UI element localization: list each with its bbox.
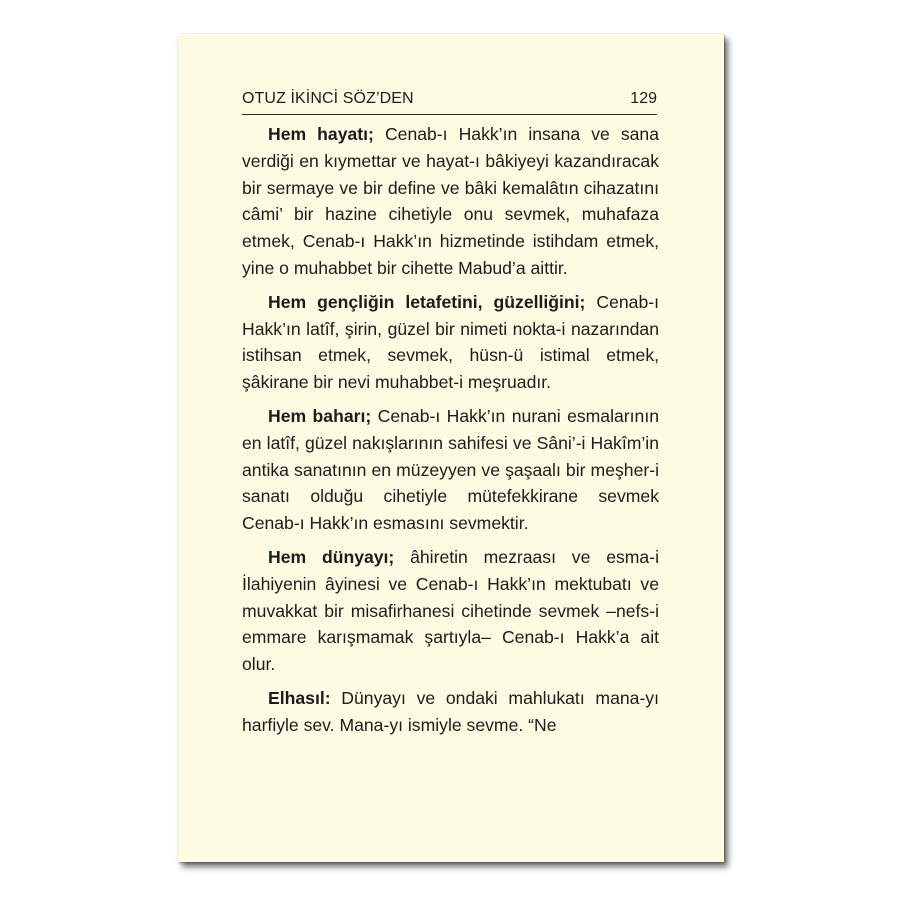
paragraph-text: âhiretin mezraası ve esma-i İlahiyenin âyinesi ve Cenab-ı Hakk’ın mektubatı ve muvakkat bir misafirhanesi cihetinde sevmek –nefs-i emmare karışmamak şartıyla– Cenab-ı Hakk’a ait olur. [242, 546, 659, 675]
page-body [242, 121, 659, 746]
paragraph-lead: Hem dünyayı; [268, 546, 395, 567]
paragraph-lead: Hem gençliğin letafetini, güzelliğini; [268, 291, 586, 312]
paragraph-dunya [242, 544, 659, 678]
paragraph-text: Dünyayı ve ondaki mahlukatı mana-yı harfiyle sev. Mana-yı ismiyle sevme. “Ne [242, 687, 659, 735]
paragraph-genclik [242, 289, 659, 396]
paragraph-bahar [242, 403, 659, 537]
paragraph-text: Cenab-ı Hakk’ın latîf, şirin, güzel bir nimeti nokta-i nazarından istihsan etmek, sevmek, hüsn-ü istimal etmek, şâkirane bir nevi muhabbet-i meşruadır. [242, 291, 659, 393]
page-number: 129 [630, 90, 657, 107]
paragraph-lead: Hem hayatı; [268, 124, 374, 144]
page-header [242, 90, 657, 115]
book-page [178, 34, 724, 862]
paragraph-lead: Elhasıl: [268, 687, 331, 708]
paragraph-text: Cenab-ı Hakk’ın insana ve sana verdiği en kıymettar ve hayat-ı bâkiyeyi kazandıracak bir sermaye ve bir define ve bâki kemalâtın cihazatını câmi’ bir hazine cihetiyle onu sevmek, muhafaza etmek, Cenab-ı Hakk’ın hizmetinde istihdam etmek, yine o muhabbet bir cihette Mabud’a aittir. [242, 124, 660, 278]
paragraph-lead: Hem baharı; [268, 405, 372, 426]
paragraph-text: Cenab-ı Hakk’ın nurani esmalarının en latîf, güzel nakışlarının sahifesi ve Sâni’-i Hakîm’in antika sanatının en müzeyyen ve şaşaalı bir meşher-i sanatı olduğu cihetiyle mütefekkirane sevmek Cenab-ı Hakk’ın esmasını sevmektir. [242, 405, 659, 534]
paragraph-elhasil [242, 685, 659, 739]
paragraph-hayat [242, 121, 659, 282]
running-title: OTUZ İKİNCİ SÖZ’DEN [242, 90, 414, 107]
